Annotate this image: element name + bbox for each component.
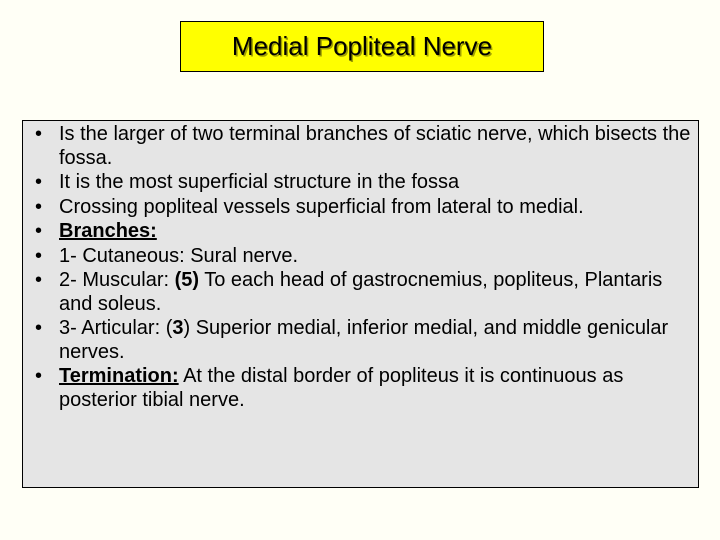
item-prefix: 3- Articular: (	[59, 317, 173, 339]
list-item	[23, 317, 698, 364]
item-count: 3	[172, 317, 184, 339]
bullet-icon: •	[35, 244, 43, 267]
item-text: Crossing popliteal vessels superficial from lateral to medial.	[59, 195, 584, 218]
bullet-icon: •	[35, 220, 43, 242]
slide-title-box	[180, 21, 544, 72]
slide-title: Medial Popliteal Nerve	[231, 31, 493, 61]
bullet-icon: •	[35, 269, 43, 291]
list-item	[23, 245, 698, 269]
item-text: Is the larger of two terminal branches of sciatic nerve, which bisects the fossa.	[59, 123, 691, 169]
branches-heading: Branches:	[59, 220, 157, 242]
bullet-icon: •	[35, 171, 43, 193]
list-item	[23, 171, 698, 195]
termination-heading: Termination:	[59, 365, 179, 387]
item-text: ) Superior medial, inferior medial, and middle genicular nerves.	[59, 317, 669, 363]
item-text: At the distal border of popliteus it is continuous as posterior tibial nerve.	[59, 365, 624, 411]
list-item	[23, 196, 698, 220]
bullet-icon: •	[35, 195, 43, 218]
bullet-icon: •	[35, 123, 43, 145]
bullet-list	[23, 123, 698, 413]
item-text: 1- Cutaneous: Sural nerve.	[59, 244, 299, 267]
item-count: (5)	[174, 269, 200, 291]
item-prefix: 2- Muscular:	[59, 269, 175, 291]
list-item	[23, 365, 698, 412]
item-text: To each head of gastrocnemius, popliteus, Plantaris and soleus.	[59, 269, 663, 315]
list-item	[23, 123, 698, 170]
list-item	[23, 269, 698, 316]
content-box	[22, 120, 699, 488]
bullet-icon: •	[35, 317, 43, 339]
bullet-icon: •	[35, 365, 43, 387]
list-item	[23, 220, 698, 244]
item-text: It is the most superficial structure in the fossa	[59, 171, 460, 193]
